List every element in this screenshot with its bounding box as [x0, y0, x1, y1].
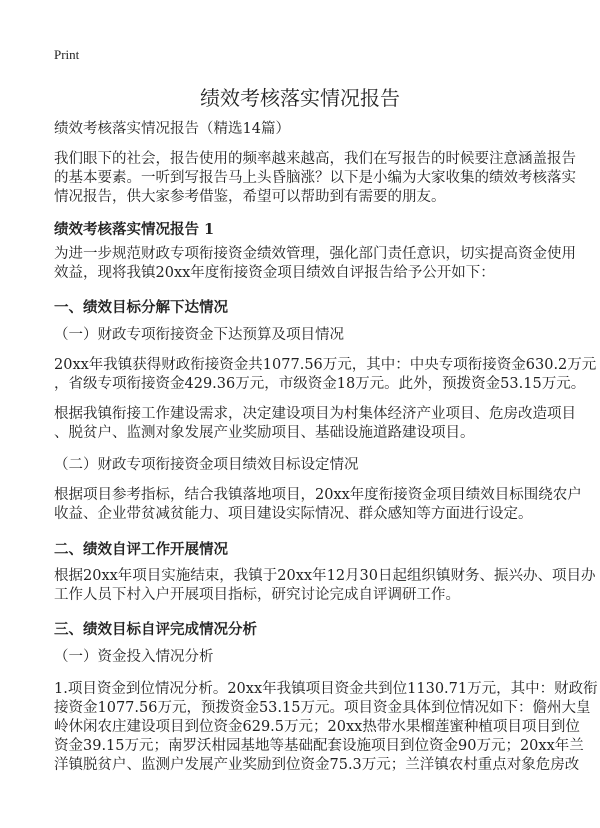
subtitle: 绩效考核落实情况报告（精选14篇）: [54, 121, 290, 137]
text-line: ，省级专项衔接资金429.36万元，市级资金18万元。此外，预拨资金53.15万元。: [54, 376, 586, 392]
text-line: 、脱贫户、监测对象发展产业奖励项目、基础设施道路建设项目。: [54, 425, 475, 441]
page-title: 绩效考核落实情况报告: [200, 86, 400, 110]
text-line: 接资金1077.56万元，预拨资金53.15万元。项目资金具体到位情况如下：儋州大皇: [54, 700, 591, 716]
text-line: 工作人员下村入户开展项目指标，研究讨论完成自评调研工作。: [54, 587, 460, 603]
intro-paragraph: [54, 150, 576, 207]
text-line: 我们眼下的社会，报告使用的频率越来越高，我们在写报告的时候要注意涵盖报告: [54, 151, 576, 167]
text-line: 的基本要素。一听到写报告马上头昏脑涨？以下是小编为大家收集的绩效考核落实: [54, 170, 576, 186]
text-line: 岭休闲农庄建设项目到位资金629.5万元；20xx热带水果榴莲蜜种植项目项目到位: [54, 719, 580, 735]
text-line: 洋镇脱贫户、监测户发展产业奖励到位资金75.3万元；兰洋镇农村重点对象危房改: [54, 757, 580, 773]
text-line: 1.项目资金到位情况分析。20xx年我镇项目资金共到位1130.71万元，其中：财政衔: [54, 681, 598, 697]
text-line: 效益，现将我镇20xx年度衔接资金项目绩效自评报告给予公开如下：: [54, 265, 495, 281]
paragraph: [54, 680, 598, 775]
paragraph: [54, 405, 576, 443]
text-line: 根据我镇衔接工作建设需求，决定建设项目为村集体经济产业项目、危房改造项目: [54, 406, 576, 422]
section-heading: 三、绩效目标自评完成情况分析: [54, 621, 257, 638]
print-link[interactable]: Print: [54, 47, 80, 62]
section-heading: 二、绩效自评工作开展情况: [54, 541, 228, 558]
paragraph: [54, 245, 576, 283]
paragraph: [54, 356, 596, 394]
subsection-heading: （一）财政专项衔接资金下达预算及项目情况: [54, 327, 344, 343]
report-heading: 绩效考核落实情况报告 1: [54, 221, 215, 238]
subsection-heading: （二）财政专项衔接资金项目绩效目标设定情况: [54, 457, 359, 473]
text-line: 根据项目参考指标，结合我镇落地项目，20xx年度衔接资金项目绩效目标围绕农户: [54, 487, 582, 503]
text-line: 根据20xx年项目实施结束，我镇于20xx年12月30日起组织镇财务、振兴办、项目办: [54, 568, 596, 584]
text-line: 为进一步规范财政专项衔接资金绩效管理，强化部门责任意识，切实提高资金使用: [54, 246, 576, 262]
section-heading: 一、绩效目标分解下达情况: [54, 299, 228, 316]
paragraph: [54, 486, 582, 524]
text-line: 情况报告，供大家参考借鉴，希望可以帮助到有需要的朋友。: [54, 189, 446, 205]
subsection-heading: （一）资金投入情况分析: [54, 649, 214, 665]
text-line: 20xx年我镇获得财政衔接资金共1077.56万元，其中：中央专项衔接资金630.2万元: [54, 357, 597, 373]
paragraph: [54, 567, 596, 605]
text-line: 收益、企业带贫减贫能力、项目建设实际情况、群众感知等方面进行设定。: [54, 506, 533, 522]
text-line: 资金39.15万元；南罗沃柑园基地等基础配套设施项目到位资金90万元；20xx年兰: [54, 738, 584, 754]
